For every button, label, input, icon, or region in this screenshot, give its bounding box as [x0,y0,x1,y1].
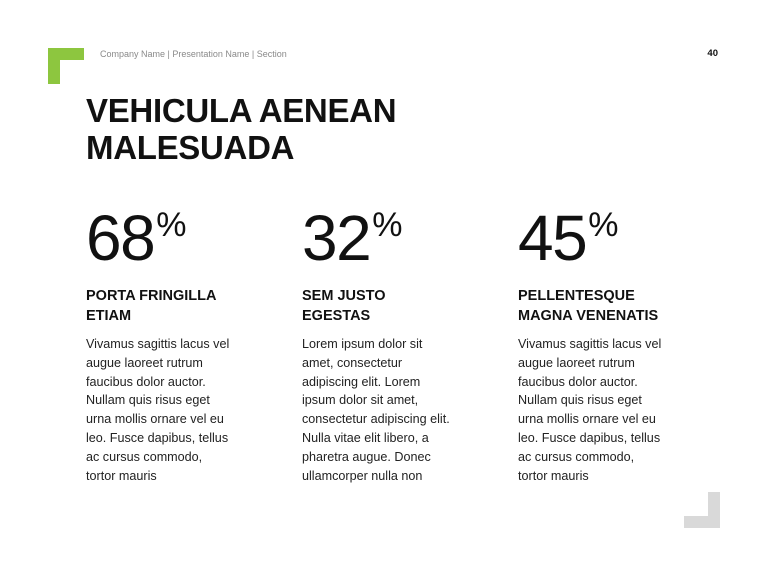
stat-column-1 [86,203,286,485]
stat-body-line: urna mollis ornare vel eu [86,412,224,427]
page-title-line-1: VEHICULA AENEAN [86,92,397,129]
page-number: 40 [707,48,718,59]
corner-accent-shape [48,48,84,84]
stat-number: 32 [302,202,371,274]
stat-body-line: adipiscing elit. Lorem [302,374,421,389]
stat-unit: % [588,206,619,244]
stat-body [86,335,286,485]
stat-body-line: augue laoreet rutrum [86,355,203,370]
stat-number: 68 [86,202,155,274]
stat-body-line: ullamcorper nulla non [302,468,423,483]
stat-body-line: ac cursus commodo, [518,449,635,464]
stat-value [518,203,718,281]
stat-body [302,335,502,485]
stat-body-line: leo. Fusce dapibus, tellus [86,430,229,445]
stat-heading-line-2: MAGNA VENENATIS [518,308,659,324]
stat-value [302,203,502,281]
stat-body-line: amet, consectetur [302,355,403,370]
stat-heading-line-1: PORTA FRINGILLA [86,288,217,304]
corner-accent-top-left-icon [48,48,84,84]
stat-body-line: leo. Fusce dapibus, tellus [518,430,661,445]
stat-body-line: faucibus dolor auctor. [518,374,638,389]
stat-heading-line-1: SEM JUSTO [302,288,386,304]
stat-body-line: Nullam quis risus eget [86,393,210,408]
stat-body-line: Lorem ipsum dolor sit [302,337,423,351]
stat-body-line: urna mollis ornare vel eu [518,412,656,427]
stat-body-line: consectetur adipiscing elit. [302,412,450,427]
stat-body-line: ipsum dolor sit amet, [302,393,419,408]
stat-body-line: tortor mauris [86,468,157,483]
stat-column-2 [302,203,502,485]
page-title [86,92,646,166]
stat-body-line: Vivamus sagittis lacus vel [86,337,230,351]
stat-heading [302,286,502,326]
stat-body-line: Nullam quis risus eget [518,393,642,408]
stat-heading-line-2: ETIAM [86,308,132,324]
breadcrumb: Company Name | Presentation Name | Section [100,49,287,59]
stat-value [86,203,286,281]
stat-body-line: augue laoreet rutrum [518,355,635,370]
stat-unit: % [156,206,187,244]
stat-body-line: tortor mauris [518,468,589,483]
stat-body-line: faucibus dolor auctor. [86,374,206,389]
stat-unit: % [372,206,403,244]
corner-accent-bottom-right-icon [684,492,720,528]
stat-body-line: Vivamus sagittis lacus vel [518,337,662,351]
stat-body [518,335,718,485]
stat-body-line: ac cursus commodo, [86,449,203,464]
corner-gray-shape [684,492,720,528]
stat-heading-line-1: PELLENTESQUE [518,288,635,304]
stat-body-line: Nulla vitae elit libero, a [302,430,429,445]
page-title-line-2: MALESUADA [86,129,295,166]
stat-heading [518,286,718,326]
stat-heading-line-2: EGESTAS [302,308,371,324]
stat-heading [86,286,286,326]
stat-body-line: pharetra augue. Donec [302,449,431,464]
stat-number: 45 [518,202,587,274]
stat-column-3 [518,203,718,485]
